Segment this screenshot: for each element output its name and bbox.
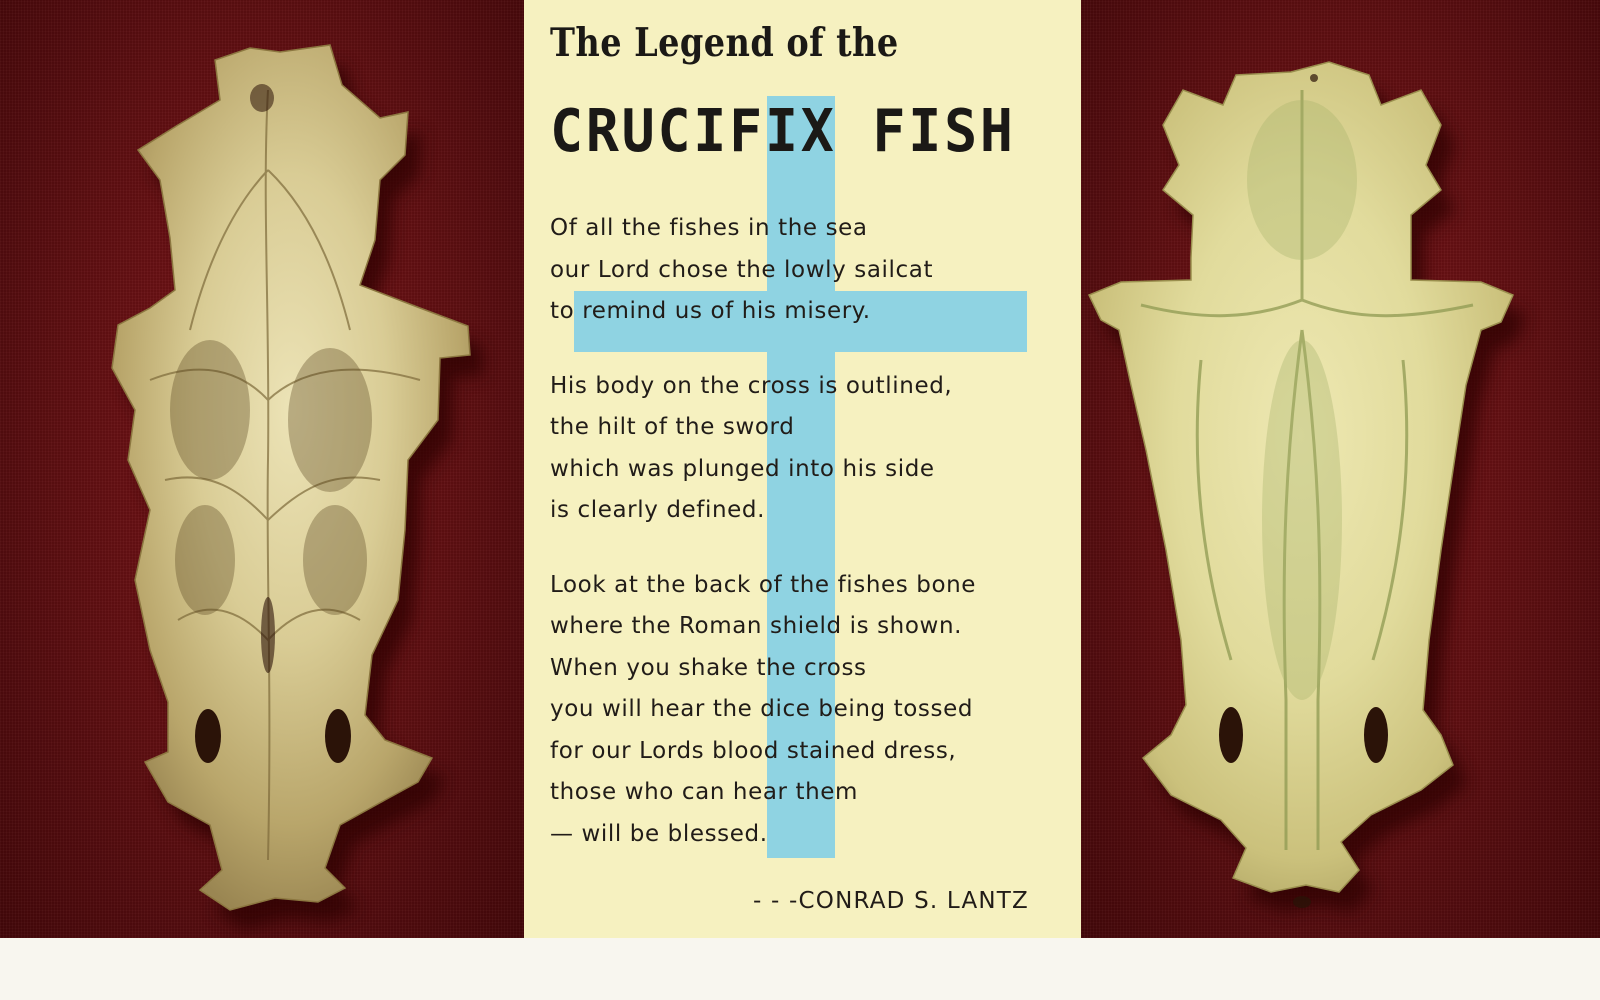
poem-line: Of all the fishes in the sea: [550, 215, 868, 241]
poem-line: the hilt of the sword: [550, 414, 795, 440]
poem-line: where the Roman shield is shown.: [550, 613, 963, 639]
fish-right-eye-hole-left: [1219, 707, 1243, 763]
fish-right-eye-hole-right: [1364, 707, 1388, 763]
poem-line: — will be blessed.: [550, 820, 768, 847]
fish-skull-back-photo: [0, 0, 519, 938]
poem-stanza: [550, 208, 976, 333]
postcard-bottom-border: [0, 938, 1600, 1000]
poem-line: those who can hear them: [550, 779, 859, 805]
poem-line: for our Lords blood stained dress,: [550, 737, 957, 764]
poem-line: His body on the cross is outlined,: [550, 372, 953, 399]
poem-attribution: - - -CONRAD S. LANTZ: [752, 888, 1029, 914]
poem: [550, 208, 976, 888]
poem-line: our Lord chose the lowly sailcat: [550, 256, 934, 283]
poem-stanza: [550, 366, 976, 532]
legend-text-panel: [524, 0, 1081, 938]
title-line-2: CRUCIFIX FISH: [550, 96, 1016, 165]
poem-line: is clearly defined.: [550, 497, 766, 523]
title-line-1: The Legend of the: [550, 20, 899, 66]
fish-skull-front-photo: [1081, 0, 1600, 938]
poem-line: which was plunged into his side: [550, 455, 935, 482]
fish-left-eye-hole-left: [195, 709, 221, 763]
fish-left-eye-hole-right: [325, 709, 351, 763]
poem-line: When you shake the cross: [550, 654, 867, 681]
poem-line: you will hear the dice being tossed: [550, 696, 974, 722]
poem-line: to remind us of his misery.: [550, 298, 871, 324]
poem-stanza: [550, 565, 976, 856]
poem-line: Look at the back of the fishes bone: [550, 571, 977, 598]
